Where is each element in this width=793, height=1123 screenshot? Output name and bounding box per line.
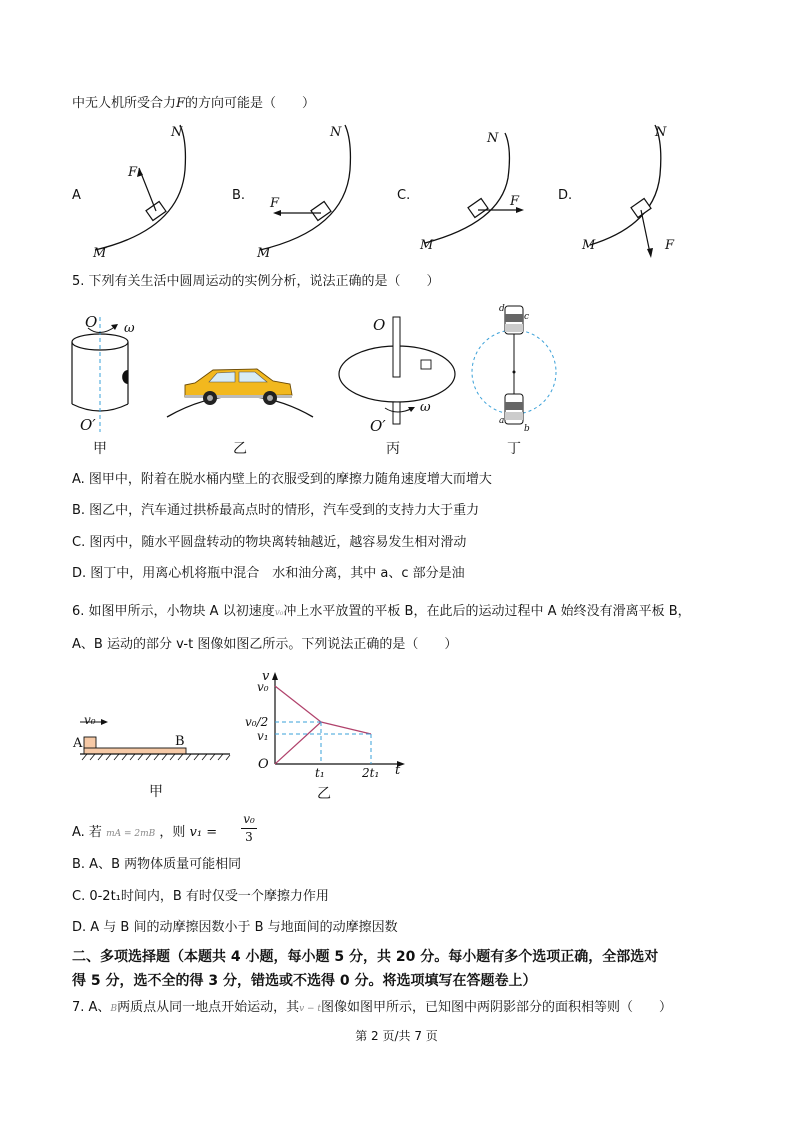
q6-opt-a-fraction-bar — [241, 828, 257, 829]
q4-b-start: M — [257, 246, 271, 261]
q4-b-end: N — [330, 125, 342, 140]
q5-fig-ding-centrifuge — [470, 302, 565, 447]
q5-ding-b: b — [524, 424, 530, 434]
q5-option-d[interactable]: D. 图丁中，用离心机将瓶中混合 水和油分离，其中 a、c 部分是油 — [72, 566, 465, 581]
q5-bing-omega: ω — [420, 400, 431, 415]
q4-option-b-letter[interactable]: B. — [232, 188, 246, 203]
q7-stem — [72, 1000, 672, 1017]
q4-c-start: M — [420, 238, 434, 253]
q5-jia-O: O — [85, 313, 98, 331]
q7-stem-pre: 7. A、 — [72, 1000, 111, 1015]
q6-opt-a-pre: A. 若 — [72, 825, 102, 840]
q5-jia-caption: 甲 — [93, 441, 107, 457]
q4-stem-F: F — [176, 96, 186, 111]
q5-bing-O: O — [373, 316, 386, 334]
q5-ding-d: d — [499, 304, 505, 314]
q6-yi-v0: v₀ — [257, 680, 269, 694]
q4-option-a-letter[interactable]: A — [72, 188, 81, 203]
q5-fig-bing-disk — [335, 312, 465, 442]
q6-yi-2t1: 2t₁ — [362, 766, 380, 780]
q5-bing-Oprime: O′ — [370, 417, 386, 435]
q4-a-force: F — [128, 165, 138, 180]
q6-jia-v0: v₀ — [84, 713, 96, 727]
q5-option-a[interactable]: A. 图甲中，附着在脱水桶内壁上的衣服受到的摩擦力随角速度增大而增大 — [72, 472, 492, 487]
section2-heading-line2: 得 5 分，选不全的得 3 分，错选或不选得 0 分。将选项填写在答题卷上） — [72, 973, 537, 989]
q6-yi-v0half: v₀/2 — [245, 715, 269, 729]
page-footer: 第 2 页/共 7 页 — [355, 1029, 438, 1043]
q5-stem: 5. 下列有关生活中圆周运动的实例分析，说法正确的是（ ） — [72, 274, 440, 289]
q6-jia-caption: 甲 — [149, 784, 163, 800]
q5-ding-a: a — [499, 416, 505, 426]
q6-yi-v1: v₁ — [257, 729, 269, 743]
q6-opt-a-mid: ，则 — [159, 825, 186, 840]
q5-option-c[interactable]: C. 图丙中，随水平圆盘转动的物块离转轴越近，越容易发生相对滑动 — [72, 535, 467, 550]
q4-option-a-figure — [90, 120, 200, 260]
q4-option-d-figure — [585, 120, 695, 265]
q5-fig-yi-car — [165, 355, 315, 425]
q6-stem-1-end: 冲上水平放置的平板 B，在此后的运动过程中 A 始终没有滑离平板 B， — [283, 604, 691, 619]
q4-d-end: N — [655, 125, 667, 140]
q6-option-c[interactable]: C. 0-2t₁时间内，B 有时仅受一个摩擦力作用 — [72, 889, 329, 904]
q4-d-start: M — [582, 238, 596, 253]
q6-option-b[interactable]: B. A、B 两物体质量可能相同 — [72, 857, 242, 872]
section2-heading-line1: 二、多项选择题（本题共 4 小题，每小题 5 分，共 20 分。每小题有多个选项正确，全部选对 — [72, 949, 659, 965]
q4-option-d-letter[interactable]: D. — [558, 188, 573, 203]
q5-jia-omega: ω — [124, 321, 135, 336]
q6-stem-v0: v₀ — [274, 608, 284, 618]
q6-opt-a-den: 3 — [245, 830, 253, 844]
q6-stem-2: A、B 运动的部分 v-t 图像如图乙所示。下列说法正确的是（ ） — [72, 637, 458, 652]
q6-yi-t1: t₁ — [315, 766, 325, 780]
q6-stem-1 — [72, 604, 691, 621]
q4-stem — [72, 96, 315, 112]
q4-c-force: F — [510, 194, 520, 209]
q6-opt-a-lhs: v₁ = — [189, 825, 218, 840]
q7-stem-vt: v − t — [299, 1004, 322, 1014]
q4-a-end: N — [171, 125, 183, 140]
q4-b-force: F — [270, 196, 280, 211]
q6-yi-v: v — [262, 669, 270, 684]
q4-d-force: F — [665, 238, 675, 253]
q6-yi-t: t — [395, 763, 401, 778]
q5-bing-caption: 丙 — [386, 441, 400, 457]
q4-option-c-letter[interactable]: C. — [397, 188, 411, 203]
q5-option-b[interactable]: B. 图乙中，汽车通过拱桥最高点时的情形，汽车受到的支持力大于重力 — [72, 503, 480, 518]
q4-c-end: N — [487, 131, 499, 146]
q6-opt-a-cond: mA = 2mB — [106, 829, 156, 839]
q7-stem-mid: 两质点从同一地点开始运动，其 — [117, 1000, 300, 1015]
q5-ding-c: c — [524, 312, 530, 322]
q6-fig-yi-graph — [245, 672, 410, 782]
q6-yi-O: O — [258, 757, 269, 772]
q7-stem-B: B — [110, 1004, 118, 1014]
q5-ding-caption: 丁 — [507, 441, 521, 457]
q6-stem-1-text: 6. 如图甲所示，小物块 A 以初速度 — [72, 604, 275, 619]
q7-stem-end: 图像如图甲所示，已知图中两阴影部分的面积相等则（ ） — [321, 1000, 673, 1015]
q6-option-a[interactable] — [72, 821, 217, 840]
q6-jia-B: B — [175, 734, 185, 749]
q4-option-c-figure — [420, 128, 530, 253]
q6-option-d[interactable]: D. A 与 B 间的动摩擦因数小于 B 与地面间的动摩擦因数 — [72, 920, 398, 935]
q5-jia-Oprime: O′ — [80, 416, 96, 434]
q4-stem-text: 中无人机所受合力 — [72, 96, 177, 111]
q6-yi-caption: 乙 — [317, 786, 331, 802]
q6-opt-a-num: v₀ — [243, 812, 255, 826]
q6-jia-A: A — [73, 736, 83, 751]
q4-stem-end: 的方向可能是（ ） — [185, 96, 316, 111]
q4-a-start: M — [93, 246, 107, 261]
q5-yi-caption: 乙 — [233, 441, 247, 457]
q4-option-b-figure — [255, 120, 365, 260]
